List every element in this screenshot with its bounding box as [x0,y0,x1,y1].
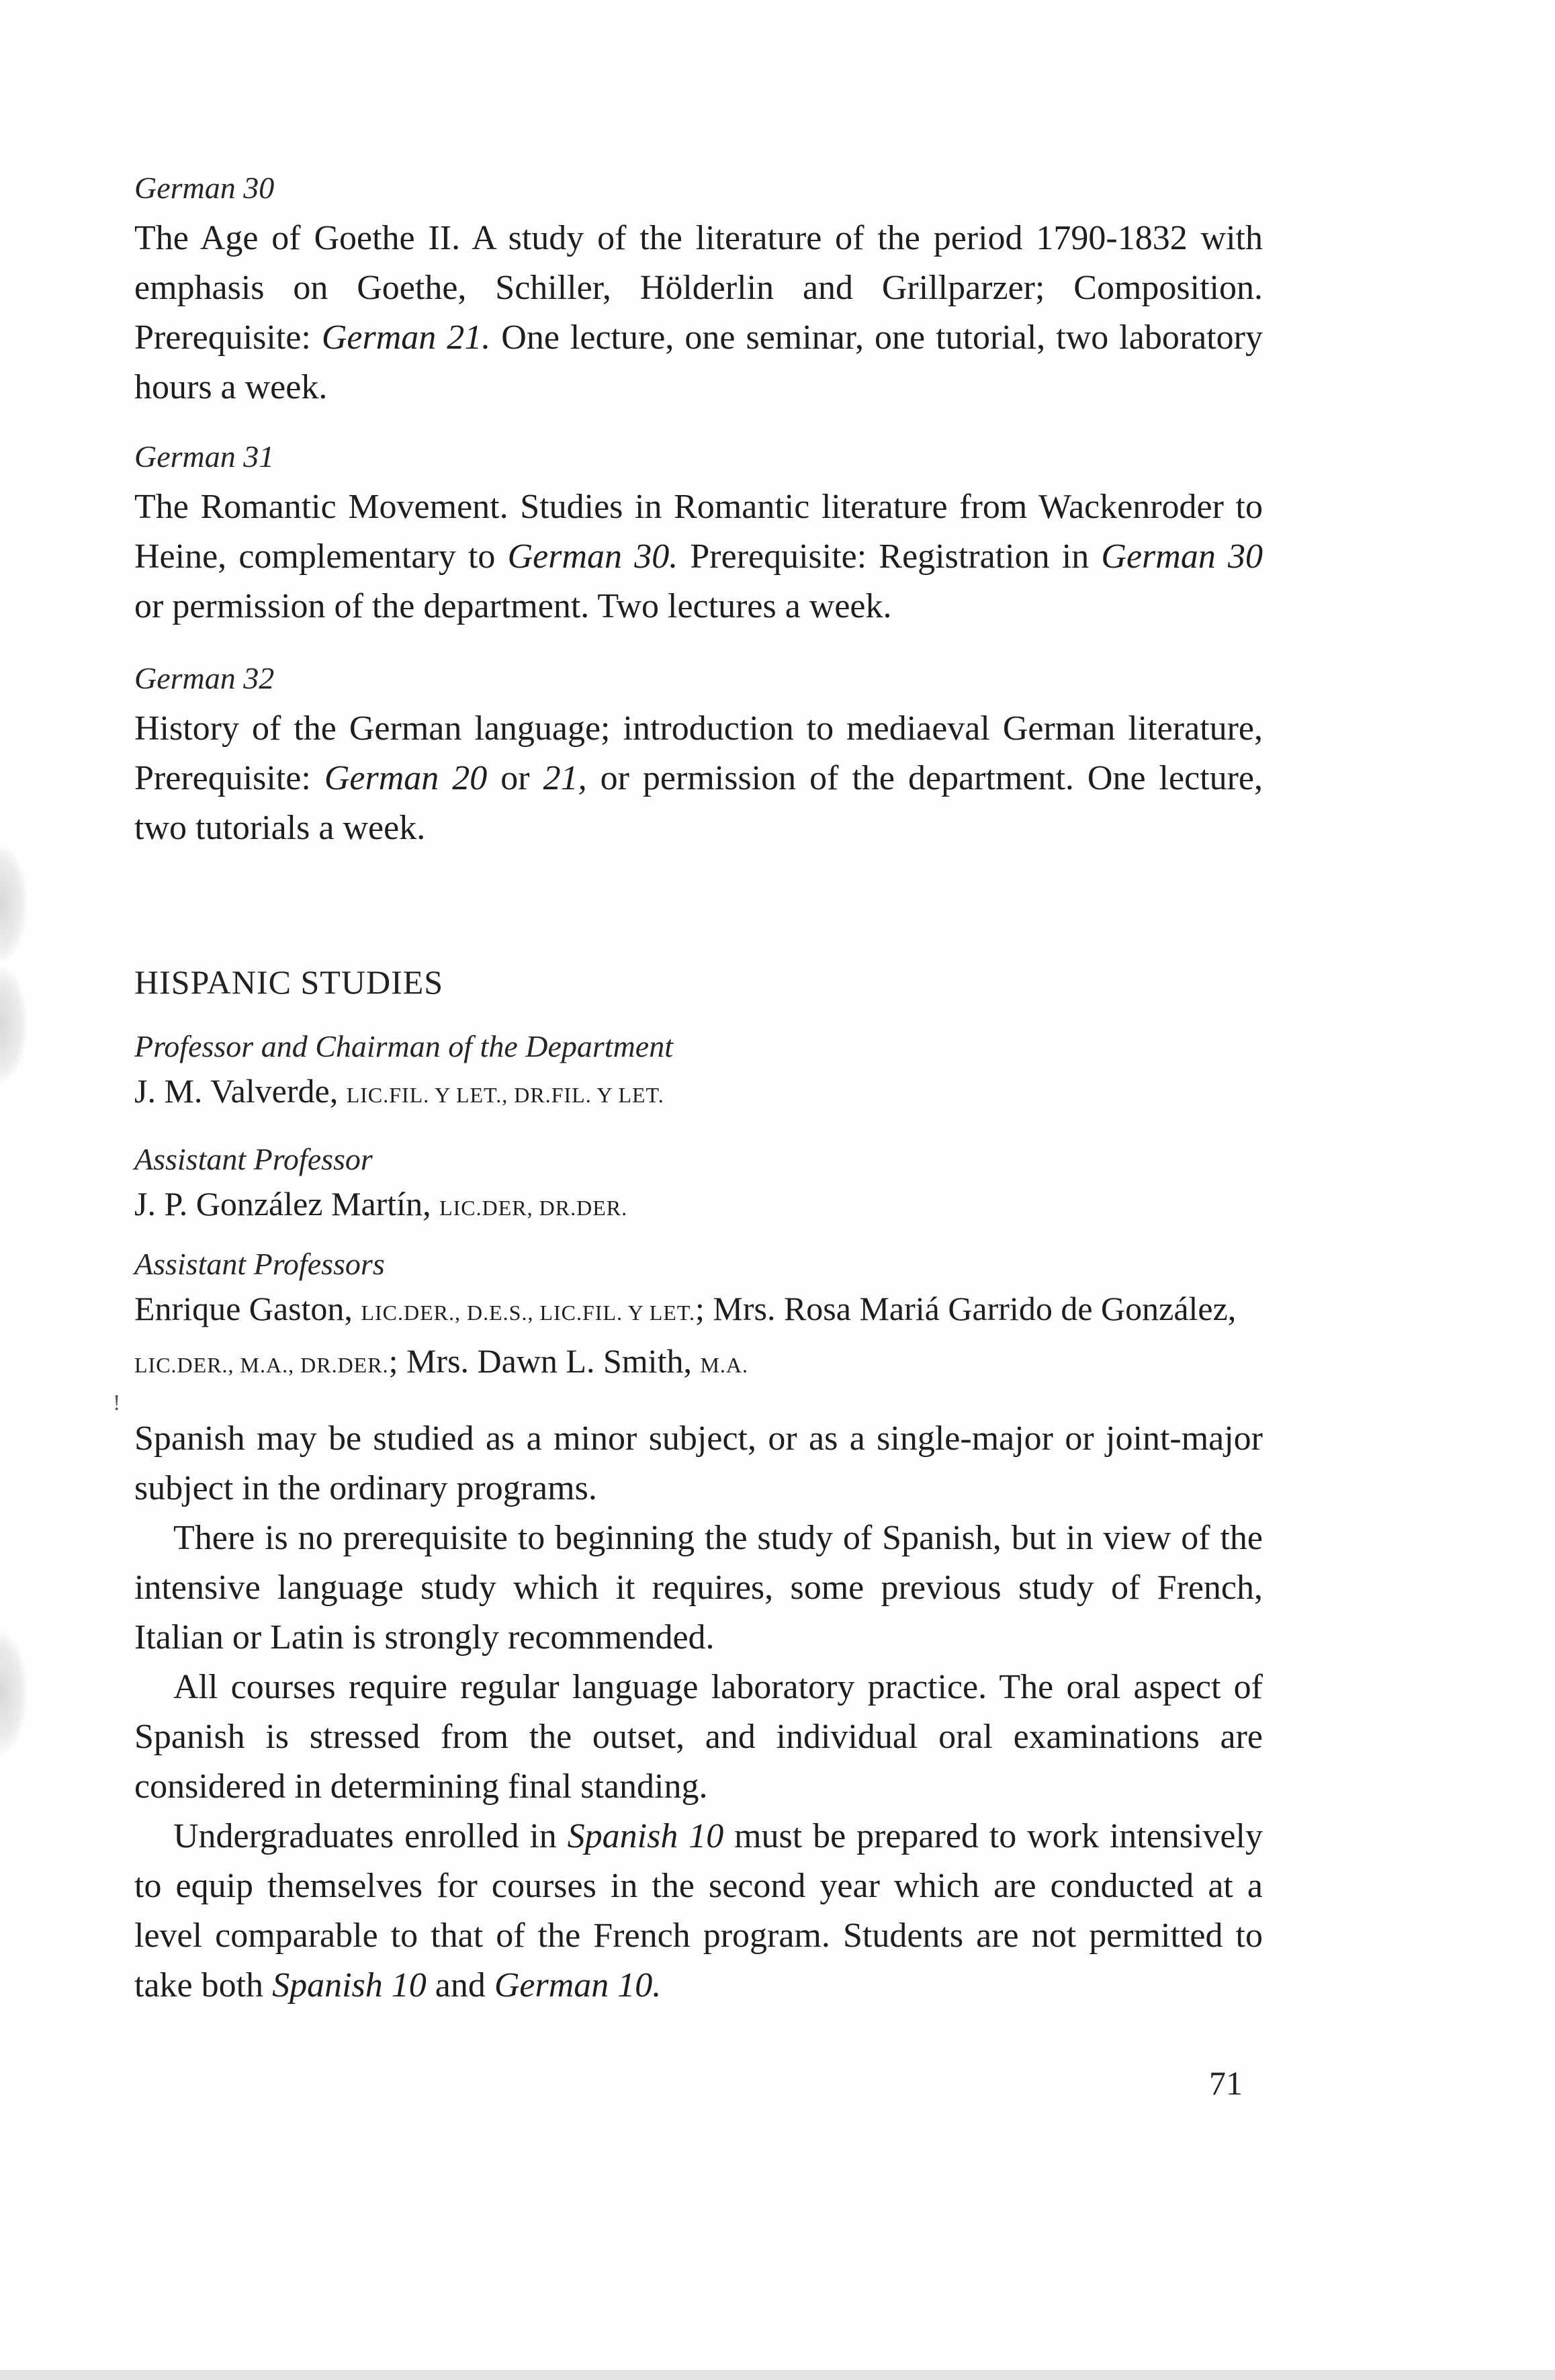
staff-name: ; Mrs. Dawn L. Smith, [388,1342,701,1380]
paragraph-text: Undergraduates enrolled in [173,1817,568,1855]
course-text: or permission of the department. Two lectures a week. [134,587,892,625]
section-heading: HISPANIC STUDIES [134,963,444,1001]
staff-degrees: LIC.DER, DR.DER. [439,1196,628,1220]
staff-name: Enrique Gaston, [134,1290,361,1327]
course-text: or permission of the department. One lecture, two tutorials a week. [134,759,1263,847]
margin-mark: ! [113,1391,121,1415]
section-body [134,1414,1263,2011]
course-text: or [487,759,543,797]
course-reference: German 21. [321,318,491,357]
staff-name: ; Mrs. Rosa Mariá Garrido de González, [695,1290,1237,1327]
course-text: One lecture, one seminar, one tutorial, two laboratory hours a week. [134,318,1263,406]
course-german-31 [134,437,1263,631]
staff-role: Professor and Chairman of the Department [134,1029,673,1063]
course-german-30 [134,168,1263,412]
staff-assistant-professor [134,1139,1263,1232]
paragraph-2: There is no prerequisite to beginning the study of Spanish, but in view of the intensive language study which it requires, some previous study of French, Italian or Latin is strongly recommended. [134,1519,1263,1657]
course-text: History of the German language; introduction to mediaeval German literature, Prerequisite: [134,709,1263,797]
staff-assistant-professors [134,1244,1263,1389]
course-text: Prerequisite: Registration in [678,537,1102,576]
staff-names [134,1067,1263,1119]
course-text: The Romantic Movement. Studies in Romantic literature from Wackenroder to Heine, complementary to [134,488,1263,576]
course-text: The Age of Goethe II. A study of the literature of the period 1790-1832 with emphasis on Goethe, Schiller, Hölderlin and Grillparzer; Composition. Prerequisite: [134,219,1263,357]
binding-shadow-1 [0,846,27,961]
binding-shadow-3 [0,1632,27,1753]
paragraph-text: must be prepared to work intensively to equip themselves for courses in the second year which are conducted at a level comparable to that of the French program. Students are not permitted to take both [134,1817,1263,2004]
staff-role: Assistant Professors [134,1247,385,1281]
staff-names [134,1284,1263,1389]
paragraph-1: Spanish may be studied as a minor subject, or as a single-major or joint-major subject in the ordinary programs. [134,1419,1263,1507]
paragraph-text: and [426,1966,494,2004]
course-reference: German 20 [324,759,488,797]
course-description [134,214,1263,412]
staff-name: J. P. González Martín, [134,1185,440,1223]
staff-degrees: LIC.DER., D.E.S., LIC.FIL. Y LET. [361,1301,695,1325]
page-bottom-edge [0,2370,1555,2380]
course-reference: 21, [543,759,587,797]
staff-name: J. M. Valverde, [134,1072,347,1110]
staff-names [134,1180,1263,1232]
paragraph-4 [134,1812,1263,2011]
course-reference: German 10. [494,1966,662,2004]
course-description [134,704,1263,853]
binding-shadow-2 [0,967,27,1082]
course-german-32 [134,658,1263,853]
staff-degrees: LIC.DER., M.A., DR.DER. [134,1353,389,1377]
course-reference: Spanish 10 [567,1817,724,1855]
course-title: German 30 [134,171,275,205]
staff-role: Assistant Professor [134,1142,373,1176]
staff-degrees: M.A. [700,1353,749,1377]
course-reference: German 30 [1101,537,1263,576]
course-title: German 31 [134,439,275,474]
page-number: 71 [1209,2064,1243,2102]
staff-degrees: LIC.FIL. Y LET., DR.FIL. Y LET. [346,1083,664,1107]
course-reference: Spanish 10 [272,1966,427,2004]
paragraph-3: All courses require regular language laboratory practice. The oral aspect of Spanish is stressed from the outset, and individual oral examinations are considered in determining final standing. [134,1668,1263,1806]
staff-chairman [134,1026,1263,1119]
course-reference: German 30. [507,537,678,576]
course-description [134,482,1263,631]
course-title: German 32 [134,661,275,695]
